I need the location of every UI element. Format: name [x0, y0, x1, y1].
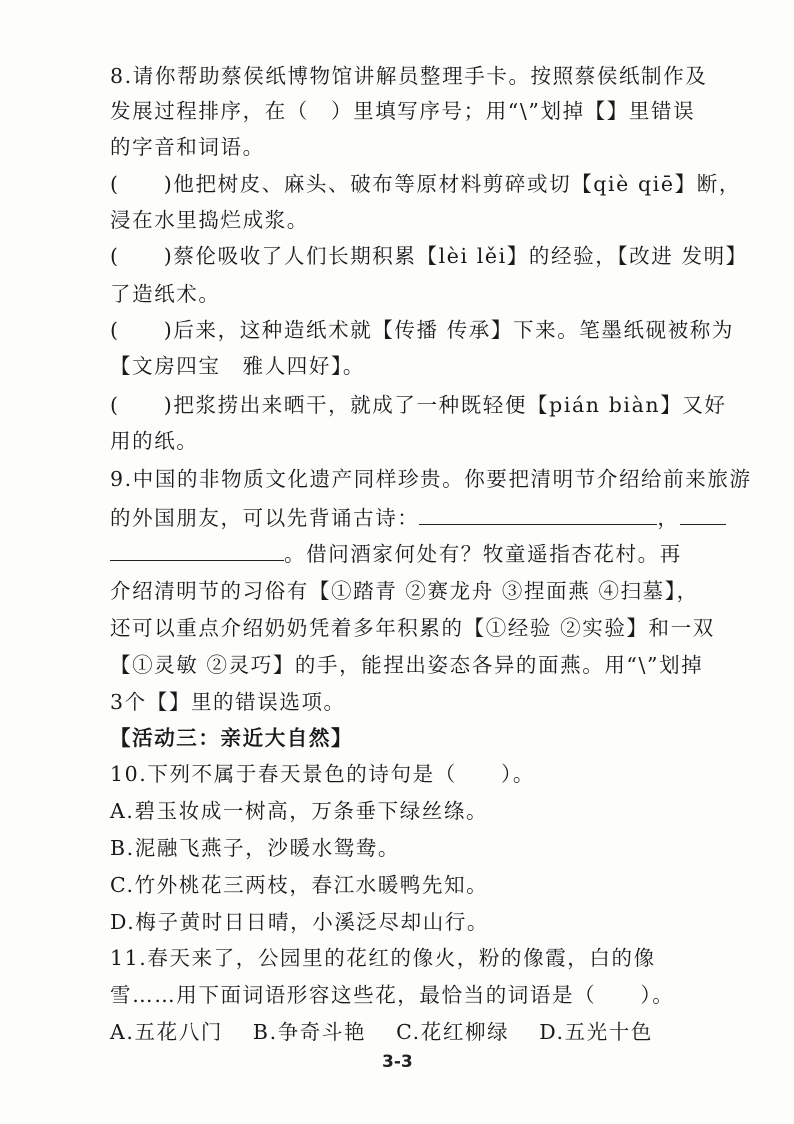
poem-blank-2-start[interactable]: [680, 504, 726, 525]
q8-item-1-line-2: 浸在水里捣烂成浆。: [110, 208, 309, 232]
q11-option-d[interactable]: D.五光十色: [539, 1020, 654, 1044]
q9-line-3: [110, 540, 682, 568]
q8-item-2-line-1: ( )蔡伦吸收了人们长期积累【lèi lěi】的经验，【改进 发明】: [110, 244, 748, 268]
q8-item-3-line-2: 【文房四宝 雅人四好】。: [110, 354, 365, 378]
q9-line-1: 9.中国的非物质文化遗产同样珍贵。你要把清明节介绍给前来旅游: [110, 467, 752, 491]
activity-3-title: 【活动三：亲近大自然】: [110, 726, 354, 750]
q8-item-4-line-1: ( )把浆捞出来晒干，就成了一种既轻便【pián biàn】又好: [110, 393, 727, 417]
q11-option-c[interactable]: C.花红柳绿: [396, 1020, 510, 1044]
poem-blank-2-end[interactable]: [110, 540, 284, 561]
q11-option-a[interactable]: A.五花八门: [110, 1020, 223, 1044]
q11-option-b[interactable]: B.争奇斗艳: [252, 1020, 367, 1044]
q8-line-2: 发展过程排序，在（ ）里填写序号；用“\”划掉【】里错误: [110, 99, 696, 123]
q8-item-3-line-1: ( )后来，这种造纸术就【传播 传承】下来。笔墨纸砚被称为: [110, 318, 735, 342]
q8-line-1: 8.请你帮助蔡侯纸博物馆讲解员整理手卡。按照蔡侯纸制作及: [110, 64, 708, 88]
q10-option-c[interactable]: C.竹外桃花三两枝，春江水暖鸭先知。: [110, 873, 489, 897]
q8-item-2-line-2: 了造纸术。: [110, 282, 221, 306]
q11-line-1: 11.春天来了，公园里的花红的像火，粉的像霞，白的像: [110, 946, 656, 970]
q9-line-2-text: 的外国朋友，可以先背诵古诗：: [110, 506, 420, 530]
q8-line-3: 的字音和词语。: [110, 135, 265, 159]
q8-item-4-line-2: 用的纸。: [110, 429, 199, 453]
q10-option-a[interactable]: A.碧玉妆成一树高，万条垂下绿丝绦。: [110, 799, 489, 823]
q9-line-4: 介绍清明节的习俗有【①踏青 ②赛龙舟 ③捏面燕 ④扫墓】，: [110, 579, 699, 603]
q8-item-1-line-1: ( )他把树皮、麻头、破布等原材料剪碎或切【qiè qiē】断，: [110, 172, 741, 196]
q11-line-2: 雪……用下面词语形容这些花，最恰当的词语是（ ）。: [110, 983, 675, 1007]
page-number: 3-3: [382, 1052, 413, 1072]
q9-comma: ，: [657, 506, 680, 530]
q9-line-2: [110, 504, 726, 532]
q9-line-7: 3个【】里的错误选项。: [110, 690, 346, 714]
q9-line-6: 【①灵敏 ②灵巧】的手，能捏出姿态各异的面燕。用“\”划掉: [110, 653, 704, 677]
poem-blank-1[interactable]: [419, 504, 657, 525]
q9-line-3-text: 。借问酒家何处有？牧童遥指杏花村。再: [284, 542, 682, 566]
q11-options: [110, 1018, 653, 1046]
q10-stem: 10.下列不属于春天景色的诗句是（ ）。: [110, 762, 535, 786]
q10-option-b[interactable]: B.泥融飞燕子，沙暖水鸳鸯。: [110, 836, 400, 860]
q9-line-5: 还可以重点介绍奶奶凭着多年积累的【①经验 ②实验】和一双: [110, 616, 715, 640]
q10-option-d[interactable]: D.梅子黄时日日晴，小溪泛尽却山行。: [110, 910, 490, 934]
